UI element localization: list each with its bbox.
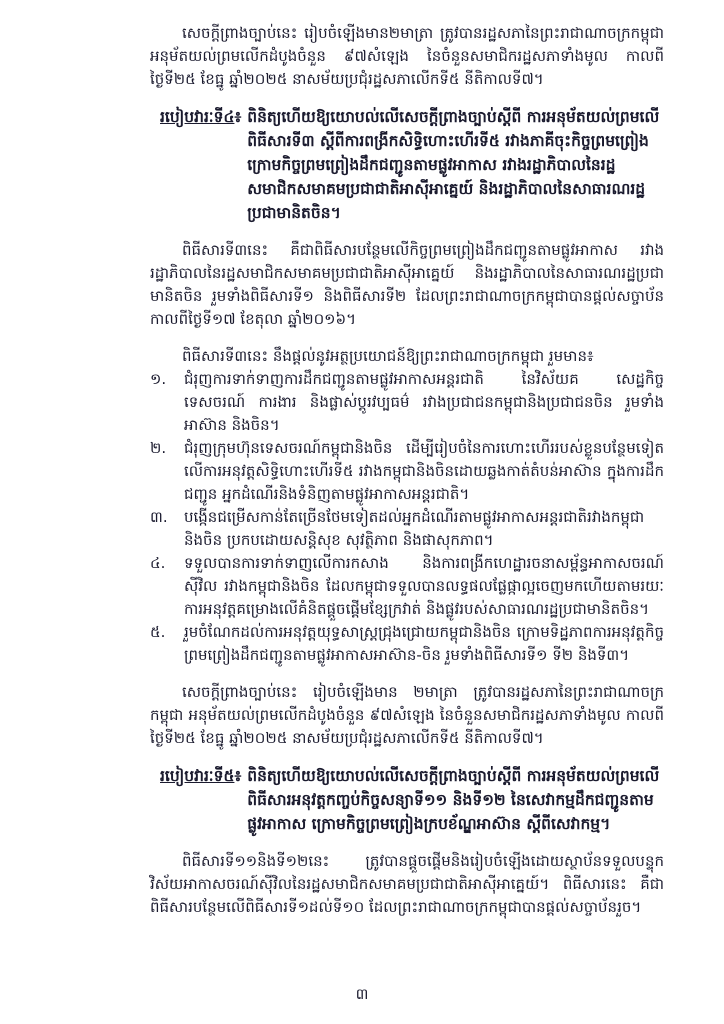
benefits-list bbox=[150, 368, 664, 667]
list-item-number: ១. bbox=[150, 370, 167, 388]
list-item bbox=[150, 552, 664, 621]
list-item-number: ៤. bbox=[150, 554, 166, 572]
list-item bbox=[150, 506, 664, 552]
list-item-number: ៥. bbox=[150, 623, 166, 641]
agenda-item-5-separator: ៖ bbox=[234, 767, 242, 785]
list-item-text: បង្កើនជម្រើសកាន់តែច្រើនថែមទៀតដល់អ្នកដំណើរតាមផ្លូវអាកាសអន្តរជាតិរវាងកម្ពុជានិងចិន ប្រកបដោយសន្តិសុខ សុវត្ថិភាព និងផាសុកភាព។ bbox=[184, 508, 645, 549]
paragraph-benefits-intro: ពិធីសារទី៣នេះ នឹងផ្តល់នូវអត្ថប្រយោជន៍ឱ្យព្រះរាជាណាចក្រកម្ពុជា រួមមាន៖ bbox=[182, 347, 594, 365]
list-item bbox=[150, 437, 664, 506]
list-item-number: ២. bbox=[150, 439, 167, 457]
agenda-item-4-label: របៀបវារៈទី៤ bbox=[160, 108, 235, 126]
agenda-item-5-text: ពិនិត្យហើយឱ្យយោបល់លើសេចក្តីព្រាងច្បាប់ស្តីពី ការអនុម័តយល់ព្រមលើពិធីសារអនុវត្តកញ្ចប់កិច្ចសន្យាទី១១ និងទី១២ នៃសេវាកម្មដឹកជញ្ជូនតាមផ្លូវអាកាស ក្រោមកិច្ចព្រមព្រៀងក្របខ័ណ្ឌអាស៊ាន ស្តីពីសេវាកម្ម។ bbox=[247, 767, 660, 833]
list-item-text: ជំរុញការទាក់ទាញការដឹកជញ្ជូនតាមផ្លូវអាកាសអន្តរជាតិ នៃវិស័យគ សេដ្ឋកិច្ច ទេសចរណ៍ ការងារ និងផ្លាស់ប្តូរវប្បធម៌ រវាងប្រជាជនកម្ពុជានិងប្រជាជនចិន រួមទាំងអាស៊ាន និងចិន។ bbox=[184, 370, 664, 434]
agenda-item-5-label: របៀបវារៈទី៥ bbox=[160, 767, 235, 785]
agenda-item-4 bbox=[160, 105, 664, 225]
agenda-item-4-text: ពិនិត្យហើយឱ្យយោបល់លើសេចក្តីព្រាងច្បាប់ស្តីពី ការអនុម័តយល់ព្រមលើពិធីសារទី៣ ស្តីពីការពង្រីកសិទ្ធិហោះហើរទី៥ រវាងភាគីចុះកិច្ចព្រមព្រៀងក្រោមកិច្ចព្រមព្រៀងដឹកជញ្ជូនតាមផ្លូវអាកាស រវាងរដ្ឋាភិបាលនៃរដ្ឋសមាជិកសមាគមប្រជាជាតិអាស៊ីអាគ្នេយ៍ និងរដ្ឋាភិបាលនៃសាធារណរដ្ឋប្រជាមានិតចិន។ bbox=[247, 108, 660, 222]
agenda-item-5 bbox=[160, 764, 664, 836]
agenda-item-4-separator: ៖ bbox=[234, 108, 242, 126]
page-number: ៣ bbox=[355, 985, 369, 1003]
paragraph-draft-law-adoption-1: សេចក្តីព្រាងច្បាប់នេះ រៀបចំឡើងមាន២មាត្រា ត្រូវបានរដ្ឋសភានៃព្រះរាជាណាចក្រកម្ពុជា អនុម័តយល់ព្រមលើកដំបូងចំនួន ៩៧សំឡេង នៃចំនួនសមាជិករដ្ឋសភាទាំងមូល កាលពីថ្ងៃទី២៥ ខែធ្នូ ឆ្នាំ២០២៥ នាសម័យប្រជុំរដ្ឋសភាលើកទី៥ នីតិកាលទី៧។ bbox=[150, 24, 664, 88]
list-item-number: ៣. bbox=[150, 508, 168, 526]
paragraph-protocols-11-12-description: ពិធីសារទី១១និងទី១២នេះ ត្រូវបានផ្តួចផ្តើមនិងរៀបចំឡើងដោយស្ថាប័នទទួលបន្ទុកវិស័យអាកាសចរណ៍ស៊ីវិលនៃរដ្ឋសមាជិកសមាគមប្រជាជាតិអាស៊ីអាគ្នេយ៍។ ពិធីសារនេះ គឺជាពិធីសារបន្ថែមលើពិធីសារទី១ដល់ទី១០ ដែលព្រះរាជាណាចក្រកម្ពុជាបានផ្តល់សច្ចាប័នរួច។ bbox=[150, 852, 664, 916]
paragraph-protocol-3-description: ពិធីសារទី៣នេះ គឺជាពិធីសារបន្ថែមលើកិច្ចព្រមព្រៀងដឹកជញ្ជូនតាមផ្លូវអាកាស រវាងរដ្ឋាភិបាលនៃរដ្ឋសមាជិកសមាគមប្រជាជាតិអាស៊ីអាគ្នេយ៍ និងរដ្ឋាភិបាលនៃសាធារណរដ្ឋប្រជាមានិតចិន រួមទាំងពិធីសារទី១ និងពិធីសារទី២ ដែលព្រះរាជាណាចក្រកម្ពុជាបានផ្តល់សច្ចាប័ន កាលពីថ្ងៃទី១៧ ខែតុលា ឆ្នាំ២០១៦។ bbox=[150, 241, 664, 328]
list-item-text: រួមចំណែកដល់ការអនុវត្តយុទ្ធសាស្រ្តជ្រុងជ្រោយកម្ពុជានិងចិន ក្រោមទិដ្ឋភាពការអនុវត្តកិច្ចព្រមព្រៀងដឹកជញ្ជូនតាមផ្លូវអាកាសអាស៊ាន-ចិន រួមទាំងពិធីសារទី១ ទី២ និងទី៣។ bbox=[184, 623, 664, 664]
list-item bbox=[150, 368, 664, 437]
list-item bbox=[150, 621, 664, 667]
list-item-text: ជំរុញក្រុមហ៊ុនទេសចរណ៍កម្ពុជានិងចិន ដើម្បីរៀបចំនៃការហោះហើររបស់ខ្លួនបន្ថែមទៀតលើការអនុវត្តសិទ្ធិហោះហើរទី៥ រវាងកម្ពុជានិងចិនដោយឆ្លងកាត់តំបន់អាស៊ាន ក្នុងការដឹកជញ្ជូន អ្នកដំណើរនិងទំនិញតាមផ្លូវអាកាសអន្តរជាតិ។ bbox=[184, 439, 664, 503]
paragraph-draft-law-adoption-2: សេចក្តីព្រាងច្បាប់នេះ រៀបចំឡើងមាន ២មាត្រា ត្រូវបានរដ្ឋសភានៃព្រះរាជាណាចក្រកម្ពុជា អនុម័តយល់ព្រមលើកដំបូងចំនួន ៩៧សំឡេង នៃចំនួនសមាជិករដ្ឋសភាទាំងមូល កាលពីថ្ងៃទី២៥ ខែធ្នូ ឆ្នាំ២០២៥ នាសម័យប្រជុំរដ្ឋសភាលើកទី៥ នីតិកាលទី៧។ bbox=[150, 683, 664, 747]
list-item-text: ទទួលបានការទាក់ទាញលើការកសាង និងការពង្រីកហេដ្ឋារចនាសម្ព័ន្ធអាកាសចរណ៍ស៊ីវិល រវាងកម្ពុជានិងចិន ដែលកម្ពុជាទទួលបានលទ្ធផលផ្លែផ្កាល្អចេញមកហើយតាមរយៈការអនុវត្តគម្រោងលើគំនិតផ្តួចផ្តើមខ្សែក្រវាត់ និងផ្លូវរបស់សាធារណរដ្ឋប្រជាមានិតចិន។ bbox=[184, 554, 664, 618]
